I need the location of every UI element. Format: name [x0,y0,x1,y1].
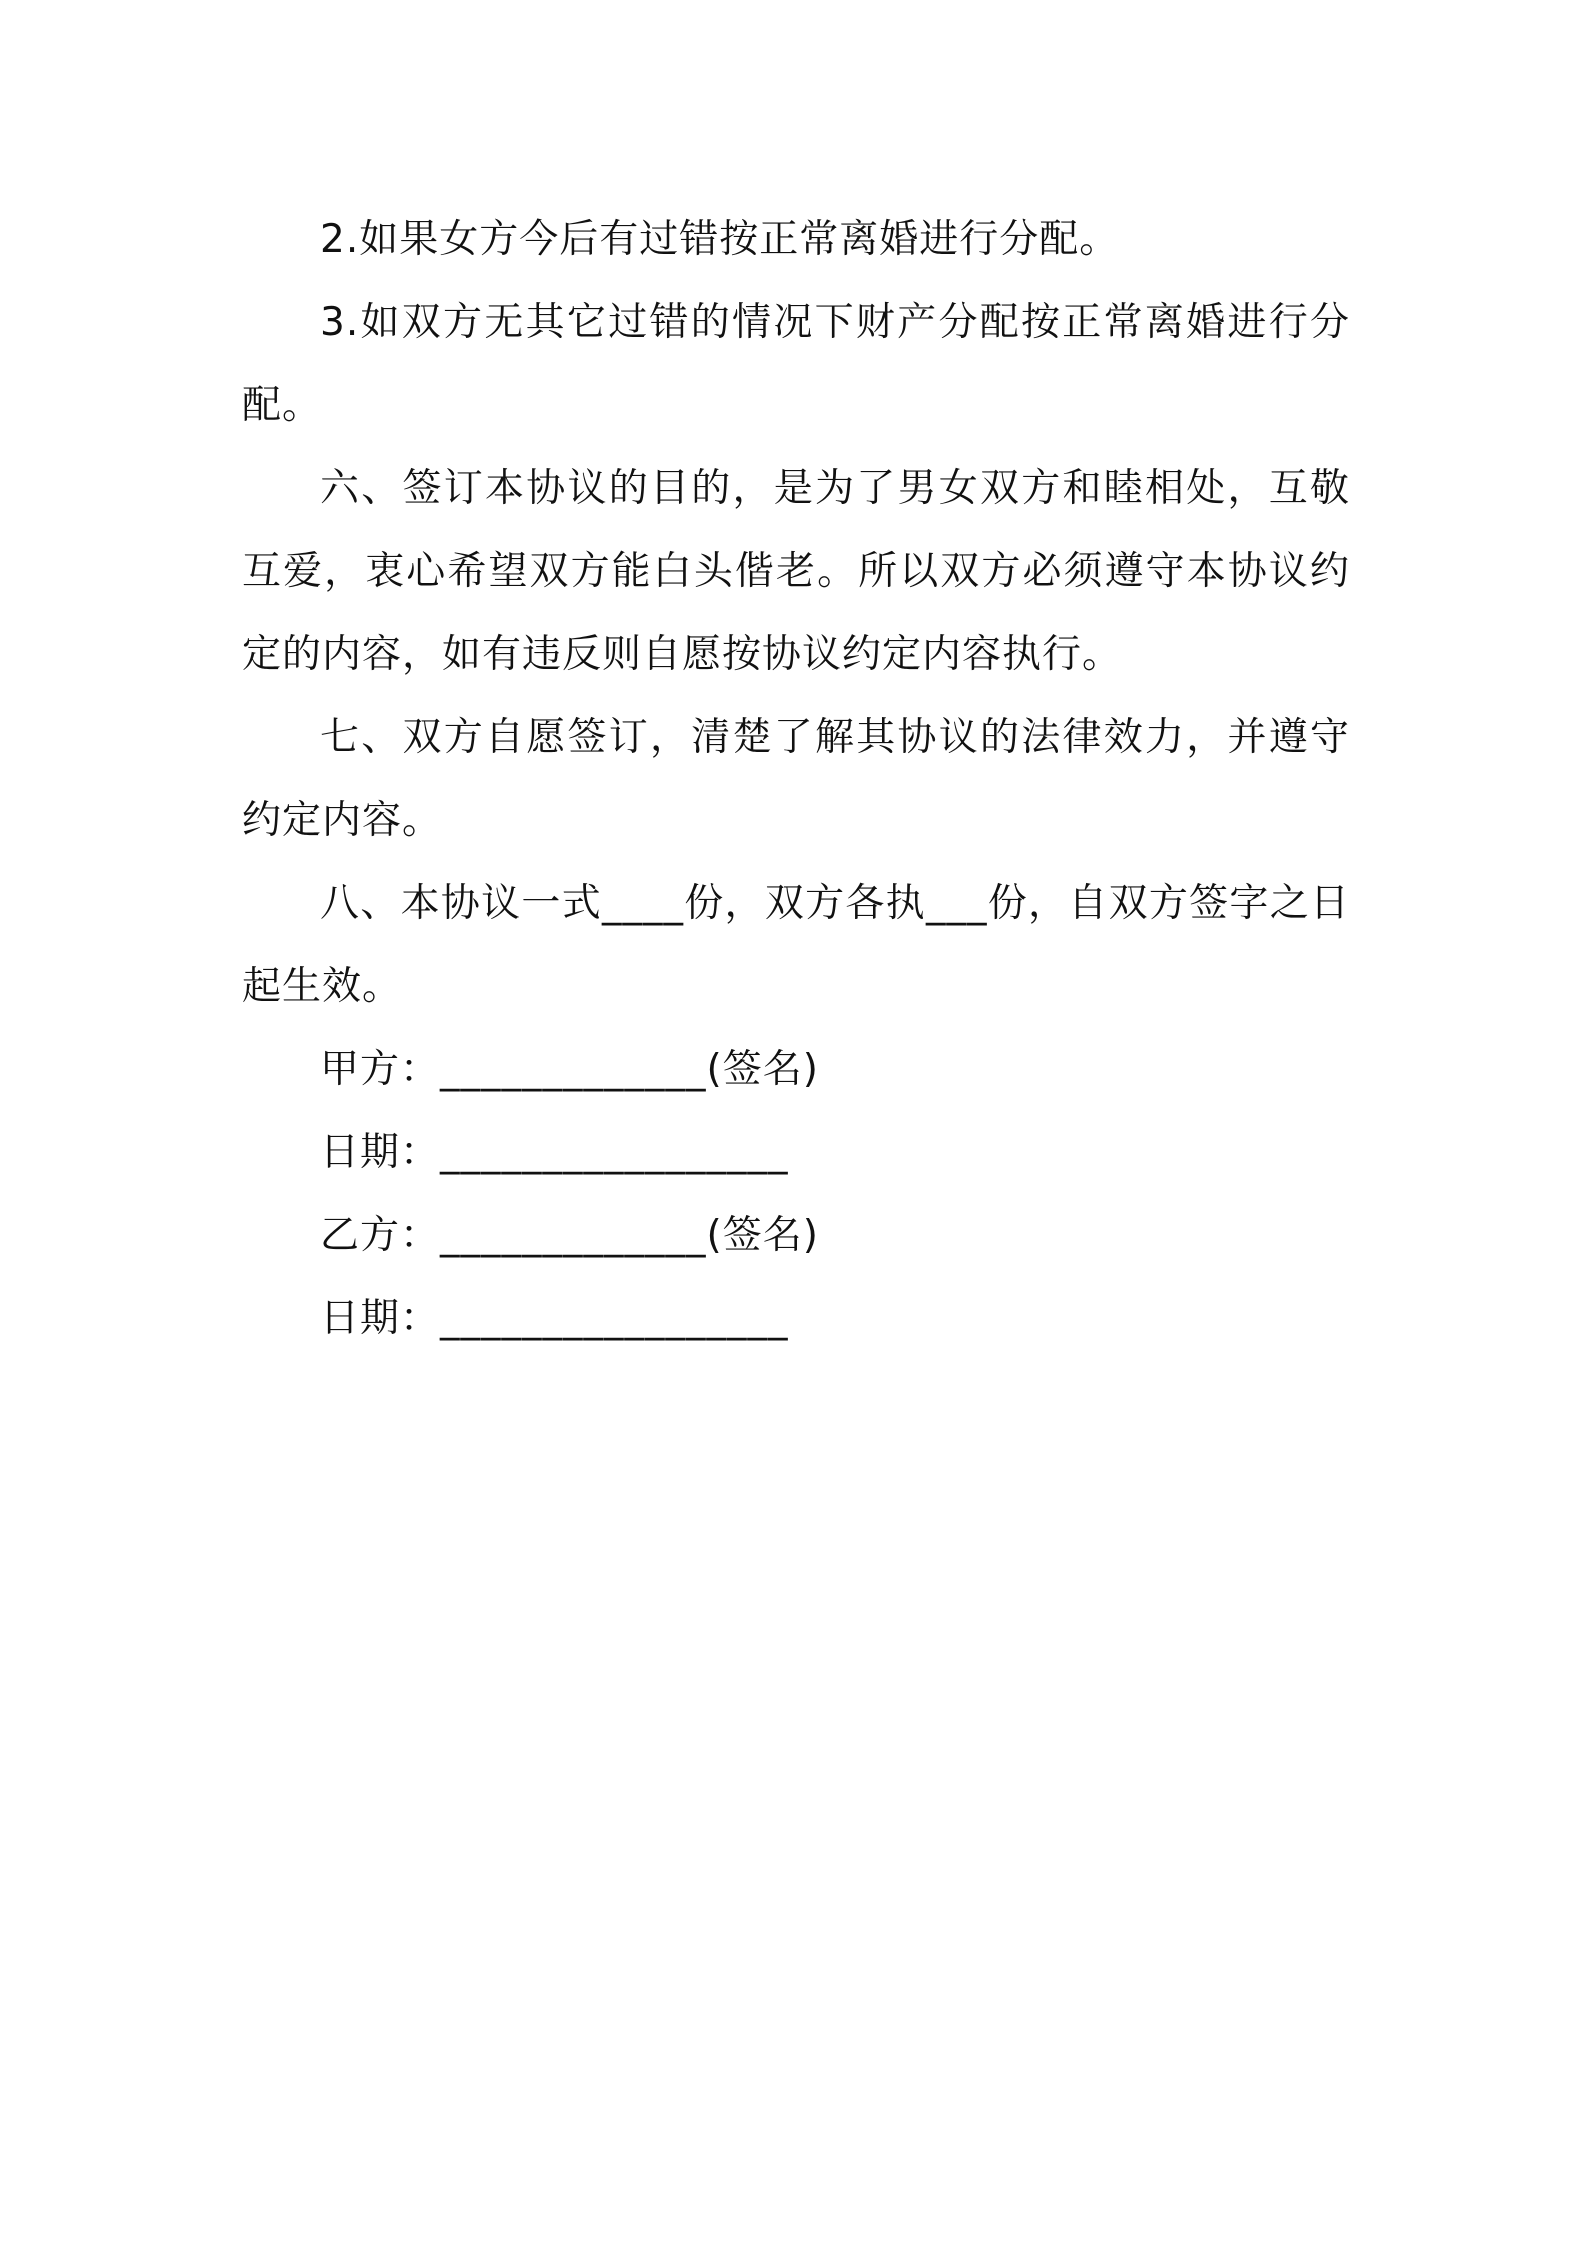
document-body [242,198,1350,1360]
clause-seven-paragraph: 七、双方自愿签订，清楚了解其协议的法律效力，并遵守约定内容。 [242,715,1350,843]
clause-2-paragraph: 2.如果女方今后有过错按正常离婚进行分配。 [320,217,1120,262]
party-b-signature-line: 乙方：_____________(签名) [320,1213,819,1258]
party-b-date-line: 日期：_________________ [320,1296,789,1341]
clause-six-paragraph: 六、签订本协议的目的，是为了男女双方和睦相处，互敬互爱，衷心希望双方能白头偕老。所以双方必须遵守本协议约定的内容，如有违反则自愿按协议约定内容执行。 [242,466,1350,677]
clause-3-paragraph: 3.如双方无其它过错的情况下财产分配按正常离婚进行分配。 [242,300,1350,428]
clause-eight-paragraph: 八、本协议一式____份，双方各执___份，自双方签字之日起生效。 [242,881,1350,1009]
party-a-signature-line: 甲方：_____________(签名) [320,1047,819,1092]
party-a-date-line: 日期：_________________ [320,1130,789,1175]
